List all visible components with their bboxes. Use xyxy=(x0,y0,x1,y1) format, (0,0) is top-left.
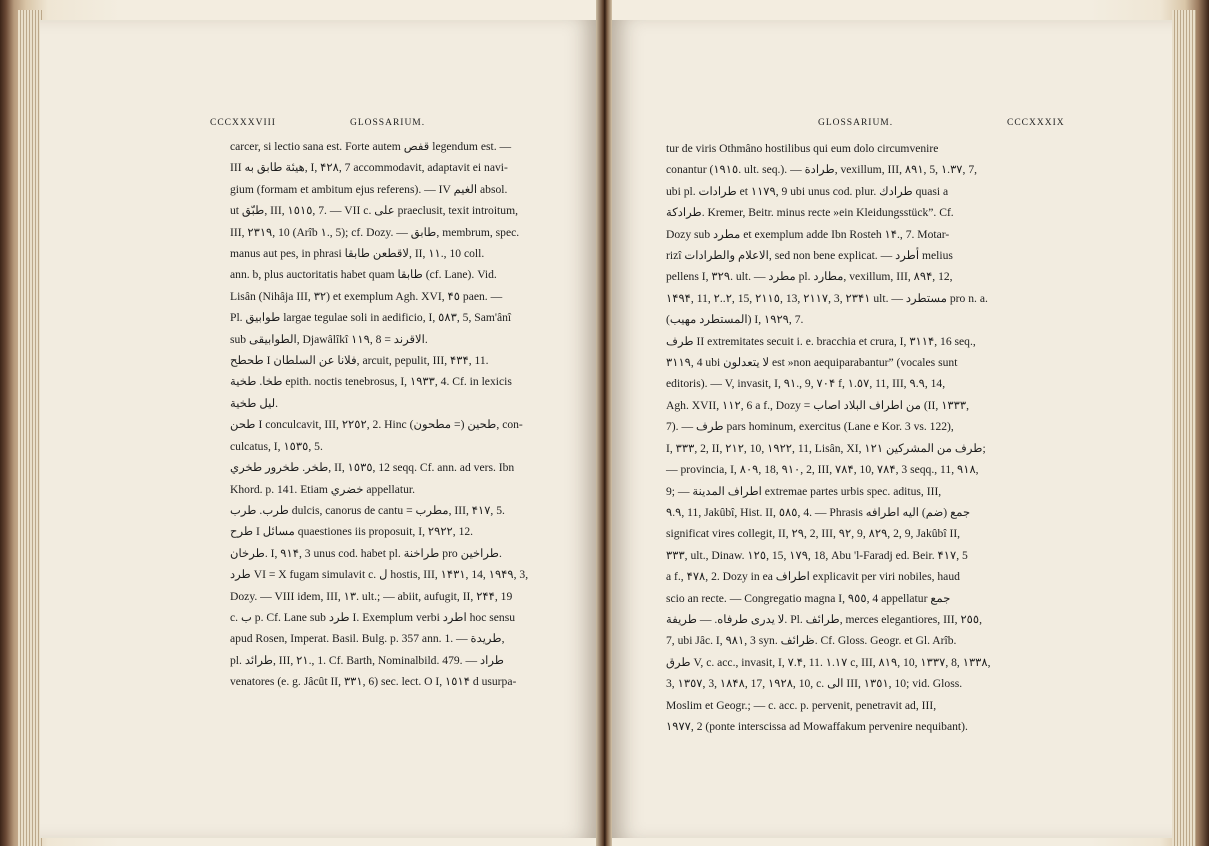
text-line: III ﻫﻴﺌﺔ ﻃﺎﺑﻖ به, I, ۴۲۸, 7 accommodavit, adaptavit ei navi- xyxy=(230,161,508,175)
text-line: pellens I, ۳۲۹. ult. — ﻣﻄﺮﺩ pl. ﻣﻄﺎﺭﺩ, vexillum, III, ۸۹۴, 12, xyxy=(666,270,953,284)
text-line: ﻃﺮﺏ. ﻃﺮﺏ dulcis, canorus de cantu = ﻣﻄﺮﺏ, III, ۴۱۷, 5. xyxy=(230,503,505,517)
text-line: Moslim et Geogr.; — c. acc. p. pervenit, penetravit ad, III, xyxy=(666,698,937,712)
book-gutter xyxy=(596,0,612,846)
text-line: 7). — ﻃﺮﻑ pars hominum, exercitus (Lane e Kor. 3 vs. 122), xyxy=(666,420,954,434)
text-line: 7, ubi Jâc. I, ۹۸۱, 3 syn. ﻇﺮﺍﺋﻒ. Cf. Gloss. Geogr. et Gl. Arîb. xyxy=(666,634,957,648)
text-line: ۱۴۹۴, 11, ۲..۲, 15, ۲۱۱٥, 13, ۲۱۱۷, 3, ۲۳۴۱ ult. — ﻣﺴﺘﻄﺮﺩ pro n. a. xyxy=(666,291,988,305)
left-page xyxy=(40,20,596,838)
right-page xyxy=(612,20,1172,838)
text-line: rizî ﺍﻻﻋﻼﻡ ﻭﺍﻟﻄﺮﺍﺩﺍﺕ, sed non bene explicat. — ﺃﻃﺮﺩ melius xyxy=(666,249,953,263)
text-line: gium (formam et ambitum ejus referens). — IV ﺍﻟﻐﻴﻢ absol. xyxy=(230,182,508,196)
right-page-number: CCCXXXIX xyxy=(1007,118,1065,128)
text-line: I, ۳۳۳, 2, II, ۲۱۲, 10, ۱۹۲۲, 11, Lisân, XI, ۱۲۱ ﻃﺮﻑ ﻣﻦ ﺍﻟﻤﺸﺮﻛﻴﻦ; xyxy=(666,441,986,455)
text-line: ﻃﺮﻑ II extremitates secuit i. e. bracchia et crura, I, ۳۱۱۴, 16 seq., xyxy=(666,334,976,348)
text-line: ﻃﺮﺧﺎﻥ. I, ۹۱۴, 3 unus cod. habet pl. ﻃﺮﺍﺧﻨﺔ pro ﻃﺮﺍﺧﻴﻦ. xyxy=(230,546,502,560)
text-line: manus aut pes, in phrasi ﻻﻗﻄﻌﻦ ﻃﺎﺑﻘﺎ, II, ۱۱., 10 coll. xyxy=(230,247,485,261)
text-line: sub ﺍﻟﻄﻮﺍﺑﻴﻘﻰ, Djawâlîkî ۱۱۹, 8 = ﺍﻻﻗﺮﻧﺪ. xyxy=(230,332,428,346)
text-line: ann. b, plus auctoritatis habet quam ﻃﺎﺑﻘﺎ (cf. Lane). Vid. xyxy=(230,268,497,282)
right-running-head: GLOSSARIUM. xyxy=(818,118,894,128)
text-line: 9; — ﺍﻃﺮﺍﻑ ﺍﻟﻤﺪﻳﻨﺔ extremae partes urbis spec. aditus, III, xyxy=(666,484,942,498)
text-line: ﻃﺨﺮ. ﻃﺨﺮﻭﺭ ﻃﺨﺮﻱ, II, ۱٥۳٥, 12 seqq. Cf. ann. ad vers. Ibn xyxy=(230,461,515,475)
text-line: ut ﻃﺒّﻖ, III, ۱٥١٥, 7. — VII c. ﻋﻠﻰ praeclusit, texit introitum, xyxy=(230,204,518,218)
text-line: ۱۹۷۷, 2 (ponte interscissa ad Mowaffakum pervenire nequibant). xyxy=(666,719,968,733)
text-line: ﻃﺮﻕ V, c. acc., invasit, I, ۷.۴, 11. ۱.۱۷ c, III, ۸۱۹, 10, ۱۳۳۷, 8, ۱۳۳۸, xyxy=(666,655,991,669)
left-page-body xyxy=(230,136,597,693)
text-line: editoris). — V, invasit, I, ۹۱., 9, ۷۰۴ f, ۱.٥۷, 11, III, ۹.۹, 14, xyxy=(666,377,946,391)
text-line: Agh. XVII, ۱۱۲, 6 a f., Dozy = ﻣﻦ ﺍﻃﺮﺍﻑ ﺍﻟﺒﻼﺩ ﺍﺻﺎﺏ (II, ۱۳۳۳, xyxy=(666,398,970,412)
text-line: carcer, si lectio sana est. Forte autem ﻗﻔﺺ legendum est. — xyxy=(230,140,512,153)
text-line: Dozy. — VIII idem, III, ۱۳. ult.; — abiit, aufugit, II, ۲۴۴, 19 xyxy=(230,589,513,603)
text-line: tur de viris Othmâno hostilibus qui eum dolo circumvenire xyxy=(666,142,939,155)
text-line: venatores (e. g. Jâcût II, ۳۳۱, 6) sec. lect. O I, ۱٥۱۴ d usurpa- xyxy=(230,675,517,689)
text-line: ﻃﺮﺩ VI = X fugam simulavit c. ﻝ hostis, III, ۱۴۳۱, 14, ۱۹۴۹, 3, xyxy=(230,568,529,582)
text-line: ۳۱۱۹, 4 ubi ﻻ ﻳﺘﻌﺪﻟﻮﻥ est »non aequiparabantur” (vocales sunt xyxy=(666,356,958,370)
text-line: Dozy sub ﻣﻄﺮﺩ et exemplum adde Ibn Rosteh ۱۴., 7. Motar- xyxy=(666,227,950,241)
text-line: significat vires collegit, II, ۲۹, 2, III, ۹۲, 9, ۸۲۹, 2, 9, Jakûbî II, xyxy=(666,527,961,541)
text-line: ubi pl. ﻃﺮﺍﺩﺍﺕ et ۱۱۷۹, 9 ubi unus cod. plur. ﻃﺮﺍﺩﻙ quasi a xyxy=(666,184,949,198)
right-page-edges xyxy=(1172,10,1196,846)
left-page-edges xyxy=(18,10,42,846)
text-line: ﻃﺤﻦ I conculcavit, III, ۲۲٥۲, 2. Hinc ﻃﺤﻴﻦ (= ﻣﻄﺤﻮﻥ), con- xyxy=(230,418,523,432)
text-line: Khord. p. 141. Etiam ﺧﻀﺮﻱ appellatur. xyxy=(230,482,416,496)
text-line: ﻟﻴﻞ ﻃﺨﻴﺔ. xyxy=(230,396,279,410)
text-line: ﻃﺮﺡ I ﻣﺴﺎﺋﻞ quaestiones iis proposuit, I, ۲۹۲۲, 12. xyxy=(230,525,474,539)
text-line: ۹.۹, 11, Jakûbî, Hist. II, ٥٨٥, 4. — Phrasis ﺟﻤﻊ (ﺿﻢ) ﺍﻟﻴﻪ ﺍﻃﺮﺍﻓﻪ xyxy=(666,505,971,519)
text-line: Pl. ﻃﻮﺍﺑﻴﻖ largae tegulae soli in aedificio, I, ٥٨۳, 5, Sam'ânî xyxy=(230,311,512,325)
text-line: ﻻ ﻳﺪﺭﻯ ﻃﺮﻓﺎﻩ. — ﻃﺮﻳﻔﺔ. Pl. ﻃﺮﺍﺋﻒ, merces elegantiores, III, ۲٥٥, xyxy=(666,612,983,626)
text-line: 3, ۱۳٥۷, 3, ۱۸۴۸, 17, ۱۹۲۸, 10, c. ﺍﻟﻰ III, ۱۳٥۱, 10; vid. Gloss. xyxy=(666,677,963,691)
text-line: apud Rosen, Imperat. Basil. Bulg. p. 357 ann. 1. — ﻃﺮﻳﺪﺓ, xyxy=(230,632,505,646)
text-line: ﻃﺨﺎ. ﻃﺨﻴﺔ epith. noctis tenebrosus, I, ۱۹۳۳, 4. Cf. in lexicis xyxy=(230,375,512,389)
text-line: conantur (۱۹۱٥. ult. seq.). — ﻃﺮﺍﺩﺓ, vexillum, III, ۸۹۱, 5, ۱.۳۷, 7, xyxy=(666,163,978,177)
left-page-number: CCCXXXVIII xyxy=(210,118,276,128)
text-line: III, ۲۳۱۹, 10 (Arîb ۱., 5); cf. Dozy. — ﻃﺎﺑﻖ, membrum, spec. xyxy=(230,225,520,239)
text-line: culcatus, I, ۱٥۳٥, 5. xyxy=(230,439,323,453)
text-line: ۳۳۳, ult., Dinaw. ۱۲٥, 15, ۱۷۹, 18, Abu 'l-Faradj ed. Beir. ۴۱۷, 5 xyxy=(666,548,968,562)
left-running-head: GLOSSARIUM. xyxy=(350,118,426,128)
text-line: Lisân (Nihâja III, ۳۲) et exemplum Agh. XVI, ۴٥ paen. — xyxy=(230,289,503,303)
text-line: pl. ﻃﺮﺍﺋﺪ, III, ۲۱., 1. Cf. Barth, Nominalbild. 479. — ﻃﺮﺍﺩ xyxy=(230,653,504,667)
text-line: ﻃﺮﺍﺩﻛﺔ. Kremer, Beitr. minus recte »ein Kleidungsstück”. Cf. xyxy=(666,206,954,220)
text-line: c. ﺏ p. Cf. Lane sub ﻃﺮﺩ I. Exemplum verbi ﺍﻃﺮﺩ hoc sensu xyxy=(230,610,516,624)
text-line: scio an recte. — Congregatio magna I, ۹٥٥, 4 appellatur ﺟﻤﻊ xyxy=(666,591,951,605)
right-page-body xyxy=(666,138,1052,737)
text-line: ﻃﺤﻄﺢ I ﻓﻼﻧﺎ ﻋﻦ ﺍﻟﺴﻠﻄﺎﻥ, arcuit, pepulit, III, ۴۳۴, 11. xyxy=(230,354,489,368)
text-line: — provincia, I, ۸۰۹, 18, ۹۱۰, 2, III, ۷۸۴, 10, ۷۸۴, 3 seqq., 11, ۹۱۸, xyxy=(666,463,979,477)
text-line: (ﺍﻟﻤﺴﺘﻄﺮﺩ ﻣﻬﻴﺐ) I, ۱۹۲۹, 7. xyxy=(666,313,804,327)
text-line: a f., ۴۷۸, 2. Dozy in ea ﺍﻃﺮﺍﻑ explicavit per viri nobiles, haud xyxy=(666,570,960,584)
